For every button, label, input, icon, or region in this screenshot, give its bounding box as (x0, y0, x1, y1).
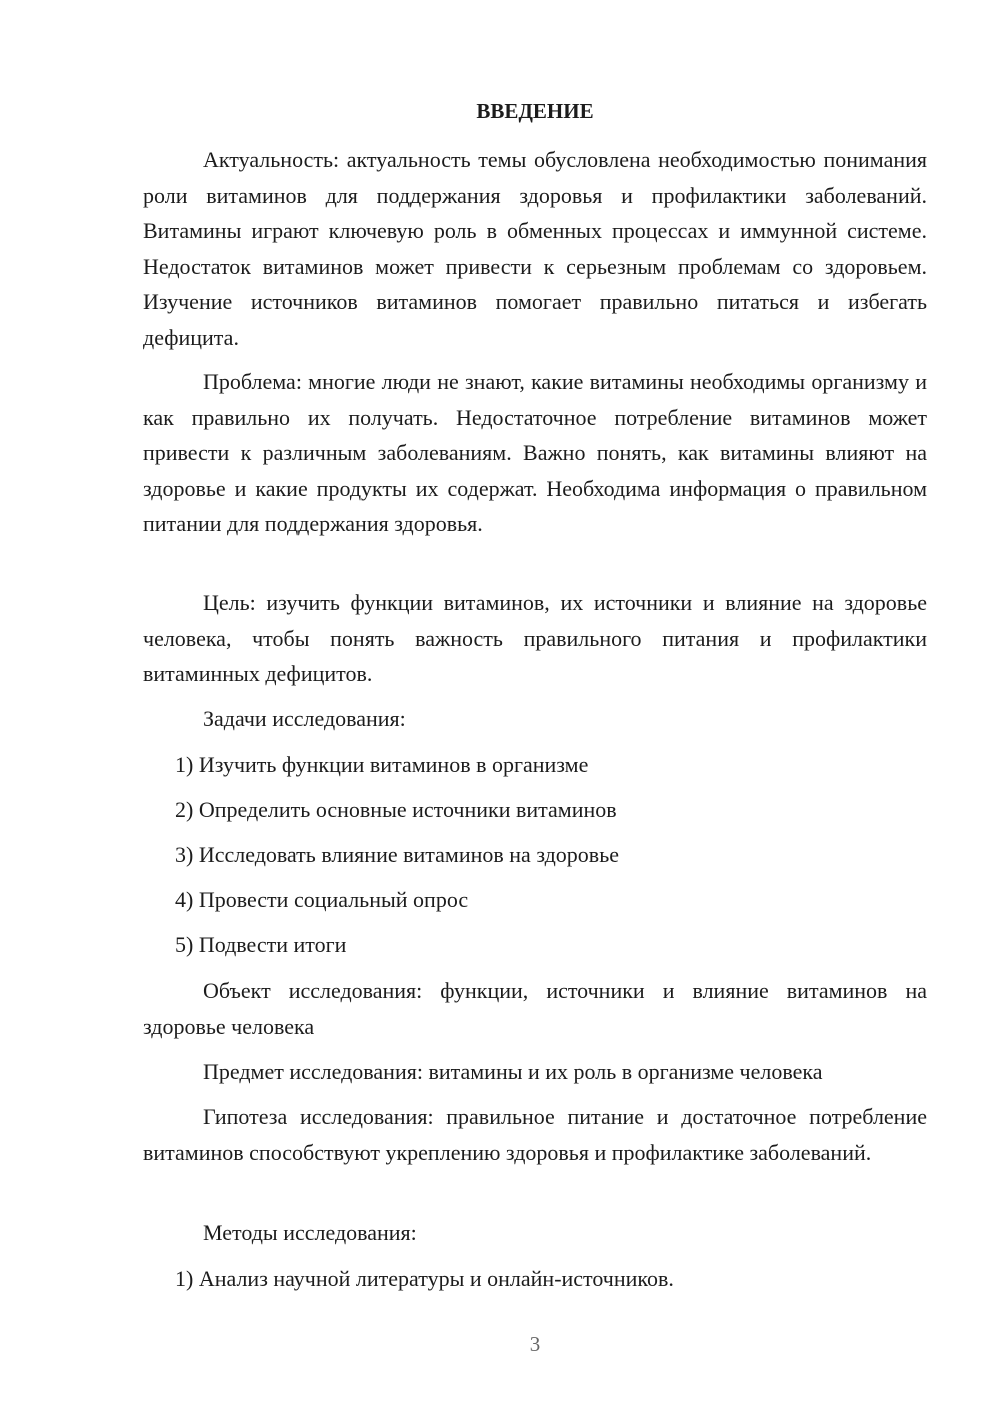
subject-paragraph: Предмет исследования: витамины и их роль в организме человека (203, 1059, 823, 1084)
task-item: 4) Провести социальный опрос (175, 887, 469, 912)
task-item: 5) Подвести итоги (175, 932, 347, 957)
goal-paragraph: Цель: изучить функции витаминов, их источники и влияние на здоровье человека, чтобы понять важность правильного питания и профилактики витаминных дефицитов. (143, 590, 927, 686)
problem-paragraph: Проблема: многие люди не знают, какие витамины необходимы организму и как правильно их получать. Недостаточное потребление витаминов может привести к различным заболеваниям. Важно понять, как витамины влияют на здоровье и какие продукты их содержат. Необходима информация о правильном питании для поддержания здоровья. (143, 369, 927, 536)
task-item: 3) Исследовать влияние витаминов на здоровье (175, 842, 619, 867)
method-item: 1) Анализ научной литературы и онлайн-источников. (175, 1266, 674, 1291)
page-number: 3 (529, 1332, 541, 1356)
hypothesis-paragraph: Гипотеза исследования: правильное питание и достаточное потребление витаминов способствуют укреплению здоровья и профилактике заболеваний. (143, 1104, 927, 1165)
tasks-heading: Задачи исследования: (203, 706, 406, 731)
task-item: 2) Определить основные источники витаминов (175, 797, 617, 822)
task-item: 1) Изучить функции витаминов в организме (175, 752, 589, 777)
object-paragraph: Объект исследования: функции, источники и влияние витаминов на здоровье человека (143, 978, 927, 1039)
methods-heading: Методы исследования: (203, 1220, 417, 1245)
page-title: ВВЕДЕНИЕ (476, 99, 594, 123)
relevance-paragraph: Актуальность: актуальность темы обусловлена необходимостью понимания роли витаминов для поддержания здоровья и профилактики заболеваний. Витамины играют ключевую роль в обменных процессах и иммунной системе. Недостаток витаминов может привести к серьезным проблемам со здоровьем. Изучение источников витаминов помогает правильно питаться и избегать дефицита. (143, 147, 927, 350)
